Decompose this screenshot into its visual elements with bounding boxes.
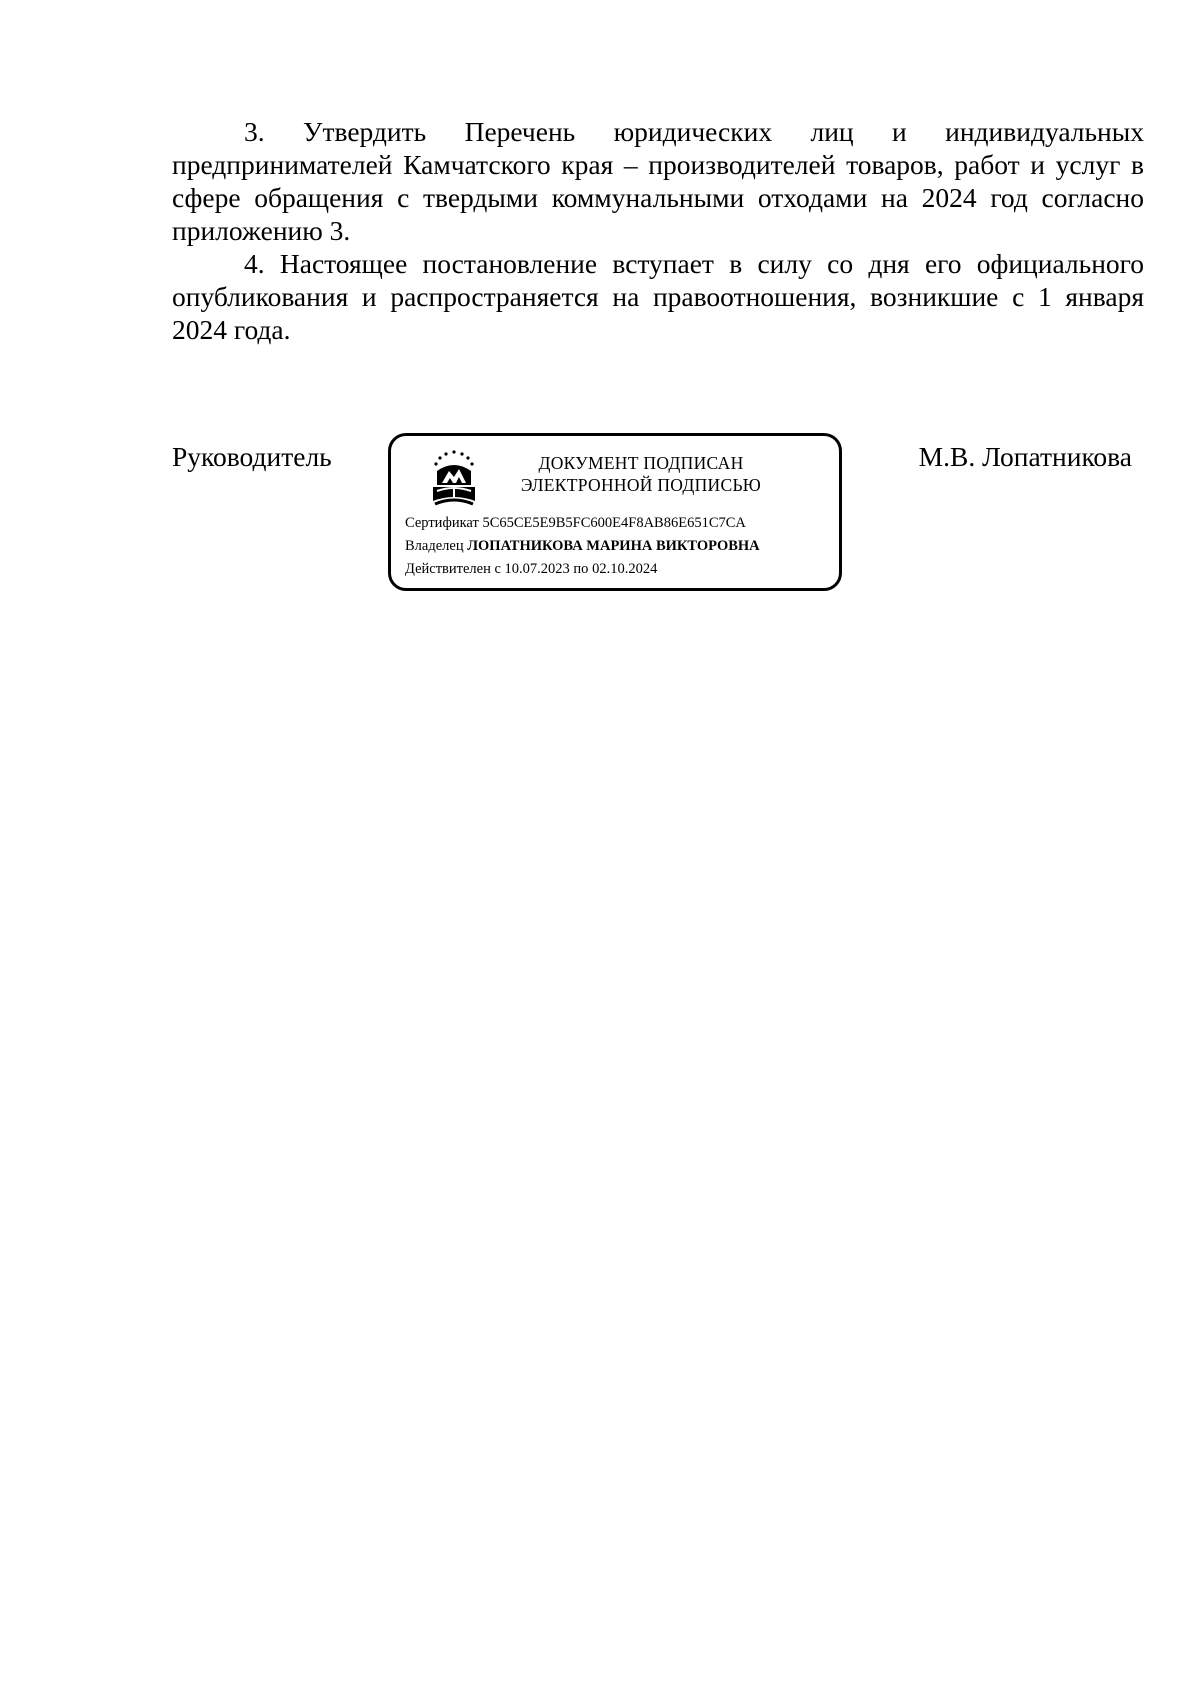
electronic-signature-stamp: [388, 433, 842, 591]
paragraph-4: 4. Настоящее постановление вступает в силу со дня его официального опубликования и распространяется на правоотношения, возникшие с 1 января 2024 года.: [172, 248, 1144, 345]
kamchatka-coat-of-arms-icon: [429, 449, 479, 509]
document-body: [172, 115, 1144, 346]
valid-from: 10.07.2023: [504, 561, 570, 577]
valid-from-label: с: [494, 561, 501, 577]
signer-position: Руководитель: [172, 441, 332, 472]
stamp-validity: [405, 560, 657, 578]
stamp-header-line2: ЭЛЕКТРОННОЙ ПОДПИСЬЮ: [520, 475, 762, 495]
stamp-certificate: [405, 514, 746, 532]
valid-to-label: по: [573, 561, 589, 577]
paragraph-3: 3. Утвердить Перечень юридических лиц и индивидуальных предпринимателей Камчатского края – производителей товаров, работ и услуг в сфере обращения с твердыми коммунальными отходами на 2024 год согласно приложению 3.: [172, 116, 1144, 246]
stamp-header: [491, 452, 791, 496]
valid-to: 02.10.2024: [592, 561, 658, 577]
certificate-value: 5C65CE5E9B5FC600E4F8AB86E651C7CA: [482, 515, 746, 531]
stamp-header-line1: ДОКУМЕНТ ПОДПИСАН: [538, 453, 744, 473]
valid-label: Действителен: [405, 561, 491, 577]
signer-name: М.В. Лопатникова: [918, 441, 1132, 472]
stamp-owner: [405, 537, 760, 555]
certificate-label: Сертификат: [405, 515, 479, 531]
owner-value: ЛОПАТНИКОВА МАРИНА ВИКТОРОВНА: [467, 538, 760, 554]
owner-label: Владелец: [405, 538, 464, 554]
